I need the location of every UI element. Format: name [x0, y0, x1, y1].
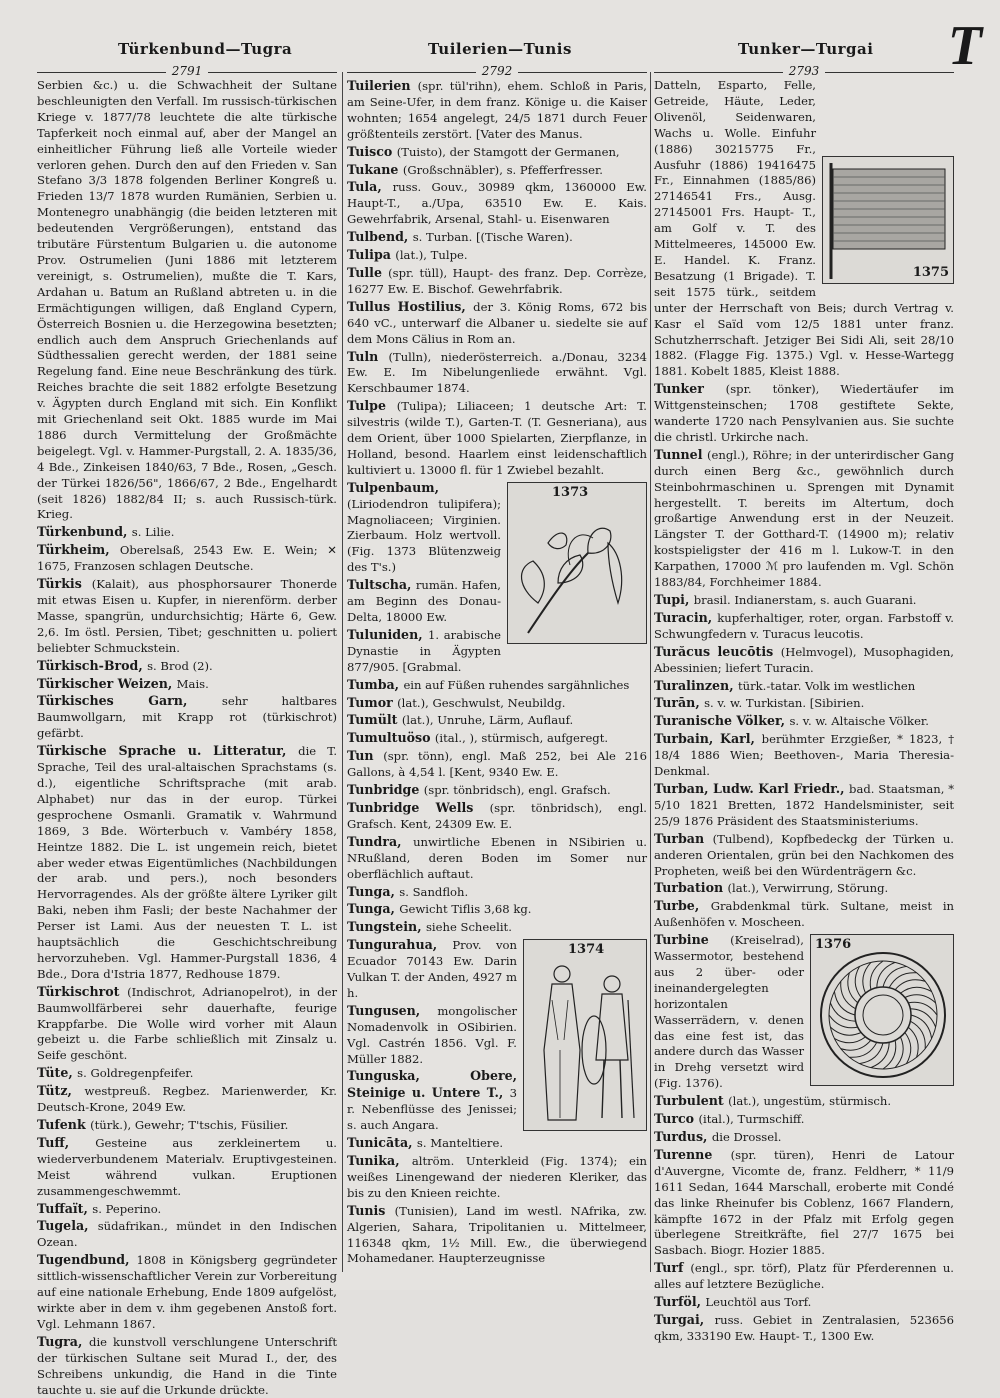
running-head-center: Tuilerien—Tunis — [428, 40, 572, 58]
entry-term: Tütz, — [37, 1083, 85, 1099]
entry-text: brasil. Indianerstam, s. auch Guarani. — [693, 593, 917, 607]
figure-flag-tunis — [822, 156, 954, 284]
dictionary-entry — [654, 695, 954, 712]
dictionary-entry — [347, 695, 647, 712]
entry-term: Tuluniden, — [347, 626, 428, 642]
entry-term: Turföl, — [654, 1294, 706, 1310]
dictionary-entry — [37, 1218, 337, 1251]
entry-text: siehe Scheelit. — [425, 920, 512, 935]
entry-text: die T. Sprache, Teil des ural-altaischen Sprachstams (s. d.), eigentliche Schriftsprache (mit arab. Alphabet) nur das in der europ. Türkei gesprochene Osmanli. Gramatik v. Wahrmund 1869, 3 Bde. Wörterbuch v. Vambéry 1858, Heintze 1882. Die L. ist ungemein reich, bietet aber weder etwas Eigentümliches (Nachbildungen der arab. und pers.), noch besonders Hervorragendes. Als der größte ältere Lyriker gilt Baki, neben ihm Fasli; der beste Nachahmer der Perser ist Lami. Aus der neuesten T. L. ist hauptsächlich die Geschichtschreibung hervorzuheben. Vgl. Hammer-Purgstall 1836, 4 Bde., Dora d'Istria 1877, Redhouse 1879. — [37, 744, 338, 981]
dictionary-entry — [654, 880, 954, 897]
entry-text: rumän. Hafen, am Beginn des Donau-Delta, 18000 Ew. — [347, 578, 501, 624]
entry-term: Turf — [654, 1260, 691, 1276]
entry-term: Tunbridge Wells — [347, 799, 490, 815]
entry-term: Tuln — [347, 348, 389, 364]
entry-term: Tunicāta, — [347, 1135, 417, 1151]
dictionary-entry — [347, 748, 647, 781]
dictionary-entry — [654, 1093, 954, 1110]
turbine-blade — [871, 1042, 889, 1067]
dictionary-entry — [347, 677, 647, 694]
dictionary-entry — [347, 1135, 647, 1152]
flag-illustration — [823, 157, 953, 283]
entry-term: Tuff, — [37, 1134, 96, 1150]
entry-term: Tuffaït, — [37, 1200, 93, 1216]
dictionary-entry — [654, 447, 954, 591]
dictionary-entry — [37, 1083, 337, 1116]
dictionary-entry — [347, 712, 647, 729]
column-divider — [342, 72, 343, 1272]
entry-text: (engl., spr. törf), Platz für Pferderennen u. alles auf letztere Bezügliche. — [654, 1261, 954, 1292]
entry-term: Tugra, — [37, 1333, 90, 1349]
entry-text: (Tunisien), Land im westl. NAfrika, zw. Algerien, Sahara, Tripolitanien u. Mittelmeer, 116348 qkm, 1½ Mill. Ew., die überwiegend Mohamedaner. Haupterzeugnisse — [347, 1203, 647, 1266]
dictionary-entry — [37, 1117, 337, 1134]
entry-term: Tunika, — [347, 1153, 412, 1168]
dictionary-entry — [654, 781, 954, 830]
dictionary-entry — [654, 381, 954, 446]
entry-term: Tumor — [347, 694, 398, 710]
column-left — [37, 78, 338, 1397]
figure-tunica — [523, 939, 647, 1131]
entry-text: (Großschnäbler), s. Pfefferfresser. — [402, 162, 603, 177]
entry-term: Turān, — [654, 695, 705, 711]
dictionary-entry — [347, 884, 647, 901]
entry-text: russ. Gebiet in Zentralasien, 523656 qkm, 333190 Ew. Haupt- T., 1300 Ew. — [654, 1312, 955, 1343]
entry-text: (Tulipa); Liliaceen; 1 deutsche Art: T. silvestris (wilde T.), Garten-T. (T. Gesneriana), aus dem Orient, über 1000 Spielarten, Zierpflanze, in Holland, besond. Haarlem einst leidenschaftlich kultiviert u. 13000 fl. für 1 Zwiebel bezahlt. — [347, 399, 647, 477]
figure-turbine — [810, 934, 954, 1086]
entry-term: Türkis — [37, 576, 92, 592]
entry-term: Turanische Völker, — [654, 713, 790, 729]
entry-text: s. v. w. Turkistan. [Sibirien. — [704, 696, 865, 711]
entry-term: Tunis — [347, 1202, 395, 1218]
turbine-blade — [860, 1043, 884, 1064]
entry-text: Grabdenkmal türk. Sultane, meist in Außenhöfen v. Moscheen. — [654, 899, 954, 930]
entry-term: Türkischrot — [37, 983, 128, 999]
entry-text: (Helmvogel), Musophagiden, Abessinien; liefert Turacin. — [654, 644, 954, 675]
entry-text: (lat.), Unruhe, Lärm, Auflauf. — [401, 713, 574, 728]
entry-term: Tunnel — [654, 446, 707, 462]
dictionary-entry — [37, 693, 337, 742]
entry-term: Türkheim, — [37, 542, 120, 558]
dictionary-entry — [37, 542, 337, 575]
entry-text: Mais. — [176, 676, 209, 691]
entry-text: westpreuß. Regbez. Marienwerder, Kr. Deutsch-Krone, 2049 Ew. — [37, 1084, 337, 1115]
entry-text: (Tuisto), der Stamgott der Germanen, — [396, 144, 620, 159]
entry-text: Serbien &c.) u. die Schwachheit der Sultane beschleunigten den Verfall. Im russisch-türkischen Kriege v. 1877/78 leuchtete die alte türkische Tapferkeit noch einmal auf, aber der Mangel an einheitlicher Führung ließ alle Vorteile wieder verloren gehen. Durch den auf den Frieden v. San Stefano 3/3 1878 folgenden Berliner Kongreß u. Frieden 13/7 1878 wurden Rumänien, Serbien u. Montenegro unabhängig (die beiden letzteren mit bedeutenden Vergrößerungen), entstand das tributäre Fürstentum Bulgarien u. die autonome Prov. Ostrumelien (Juni 1886 mit letzterem vereinigt, s. Ostrumelien), mußte die T. Kars, Ardahan u. Batum an Rußland abtreten u. in die Ermächtigungen willigen, daß England Cypern, Österreich Bosnien u. die Herzegowina besetzten; endlich auch dem Anspruch Griechenlands auf Südthessalien gerecht werden, der 1881 seine Regelung fand. Eine neue Beschränkung des türk. Reiches brachte die seit 1882 erfolgte Besetzung v. Ägypten durch England mit sich. Ein Konflikt mit Griechenland seit Okt. 1885 wurde im Mai 1886 durch Vermittelung der Großmächte beigelegt. Vgl. v. Hammer-Purgstall, 2. A. 1835/36, 4 Bde., Zinkeisen 1840/63, 7 Bde., Rosen, „Gesch. der Türkei 1826/56", 1866/67, 2 Bde., Engelhardt (seit 1826) 1882/84 II; s. auch Russisch-türk. Krieg. — [37, 78, 337, 522]
dictionary-entry — [347, 901, 647, 918]
entry-term: Türkenbund, — [37, 524, 132, 540]
entry-term: Turbulent — [654, 1093, 729, 1109]
turbine-blade — [901, 987, 932, 993]
dictionary-entry — [347, 78, 647, 143]
dictionary-entry — [347, 834, 647, 883]
entry-term: Tufenk — [37, 1117, 91, 1132]
entry-text: 3 r. Nebenflüsse des Jenissei; s. auch Angara. — [347, 1086, 517, 1133]
entry-text: Leuchtöl aus Torf. — [705, 1295, 812, 1310]
dictionary-entry — [37, 576, 337, 657]
entry-text: (spr. tüll), Haupt- des franz. Dep. Corrèze, 16277 Ew. E. Bischof. Gewehrfabrik. — [347, 265, 647, 296]
entry-term: Türkisch-Brod, — [37, 657, 148, 673]
dictionary-entry — [347, 162, 647, 179]
entry-text: südafrikan., mündet in den Indischen Ozean. — [37, 1219, 337, 1250]
dictionary-entry — [37, 658, 337, 675]
entry-text: die kunstvoll verschlungene Unterschrift der türkischen Sultane seit Murad I., der, des Schreibens unkundig, die Hand in die Tinte tauchte u. sie auf die Urkunde drückte. — [37, 1334, 337, 1397]
dictionary-entry — [654, 1147, 954, 1259]
column-number-left-text: 2791 — [166, 64, 209, 78]
dictionary-entry — [37, 1201, 337, 1218]
dictionary-entry — [654, 78, 954, 380]
turbine-blade — [863, 962, 871, 993]
entry-term: Tunga, — [347, 901, 400, 917]
entry-text: mongolischer Nomadenvolk in OSibirien. Vgl. Castrén 1856. Vgl. F. Müller 1882. — [347, 1003, 517, 1066]
entry-term: Turban, Ludw. Karl Friedr., — [654, 780, 850, 796]
entry-text: kupferhaltiger, roter, organ. Farbstoff v. Schwungfedern v. Turacus leucotis. — [654, 610, 954, 641]
entry-term: Tultscha, — [347, 577, 416, 593]
entry-term: Tulpenbaum, — [347, 479, 439, 495]
entry-text: s. Peperino. — [92, 1201, 162, 1216]
entry-text: s. Brod (2). — [147, 658, 213, 673]
entry-text: s. Turban. [(Tische Waren). — [412, 230, 573, 245]
dictionary-entry — [347, 398, 647, 479]
column-center — [347, 78, 647, 1278]
entry-term: Tun — [347, 748, 384, 764]
entry-term: Tugendbund, — [37, 1252, 137, 1268]
dictionary-entry — [654, 1312, 954, 1345]
entry-term: Turdus, — [654, 1129, 712, 1144]
figure-number: 1373 — [552, 484, 589, 500]
dictionary-entry — [347, 144, 647, 161]
turbine-blade — [830, 1003, 855, 1021]
entry-term: Tüte, — [37, 1065, 78, 1081]
turbine-blade — [905, 1033, 911, 1064]
entry-text: Prov. von Ecuador 70143 Ew. Darin Vulkan T. der Anden, 4927 m h. — [347, 938, 517, 1000]
entry-text: die Drossel. — [711, 1130, 782, 1144]
entry-term: Tunbridge — [347, 782, 424, 798]
entry-text: (engl.), Röhre; in der unterirdischer Gang durch einen Berg &c., gewöhnlich durch Steinbohrmaschinen u. Sprengen mit Dynamit hergestellt. T. bereits im Altertum, doch großartige Anwendung erst in der Neuzeit. Längster T. der Gotthard-T. (14900 m); relativ kostspieligster der 416 m l. Lukow-T. in den Karpathen, 17000 ℳ pro laufenden m. Vgl. Schön 1883/84, Forchheimer 1884. — [654, 447, 954, 590]
tulip-tree-illustration — [508, 483, 646, 643]
entry-term: Tullus Hostilius, — [347, 298, 474, 314]
entry-text: (Liriodendron tulipifera); Magnoliaceen; Virginien. Zierbaum. Holz wertvoll. (Fig. 1373 Blütenzweig des T's.) — [347, 496, 501, 575]
entry-text: russ. Gouv., 30989 qkm, 1360000 Ew. Haupt-T., a./Upa, 63510 Ew. E. Kais. Gewehrfabrik, Arsenal, Stahl- u. Eisenwaren — [347, 180, 647, 227]
dictionary-entry — [654, 1294, 954, 1311]
dictionary-entry — [347, 730, 647, 747]
dictionary-entry — [347, 179, 647, 228]
entry-text: (spr. tönker), Wiedertäufer im Wittgensteinschen; 1708 gestiftete Sekte, wanderte 1720 nach Pensylvanien aus. Sie suchte die christl. Urkirche nach. — [654, 382, 954, 444]
dictionary-entry — [654, 1260, 954, 1293]
entry-term: Tulpe — [347, 398, 397, 414]
dictionary-entry — [347, 299, 647, 348]
entry-term: Tulle — [347, 264, 389, 280]
figure-number: 1374 — [568, 942, 605, 958]
entry-term: Turgai, — [654, 1311, 715, 1327]
turbine-illustration — [811, 935, 953, 1085]
turbine-blade — [834, 992, 855, 1016]
dictionary-entry — [37, 984, 337, 1065]
entry-term: Tungurahua, — [347, 937, 453, 953]
entry-text: 1808 in Königsberg gegründeter sittlich-wissenschaftlicher Verein zur Vorbereitung auf eine nationale Erhebung, Ende 1809 aufgelöst, wirkte aber in dem v. ihm gegebenen Anstoß fort. Vgl. Lehmann 1867. — [37, 1253, 337, 1331]
entry-term: Türkisches Garn, — [37, 693, 222, 709]
entry-text: sehr haltbares Baumwollgarn, mit Krapp rot (türkischrot) gefärbt. — [37, 694, 337, 741]
entry-term: Tula, — [347, 179, 393, 195]
column-number-center-text: 2792 — [476, 64, 519, 78]
entry-term: Turbine — [654, 932, 731, 948]
entry-text: s. Lilie. — [131, 525, 175, 540]
entry-text: (türk.), Gewehr; T'tschis, Füsilier. — [90, 1118, 289, 1132]
turbine-blade — [834, 1037, 865, 1043]
entry-text: Gewicht Tiflis 3,68 kg. — [399, 902, 532, 917]
figure-number: 1376 — [815, 937, 852, 953]
column-right — [654, 78, 955, 1343]
dictionary-entry — [37, 78, 337, 523]
entry-text: ein auf Füßen ruhendes sargähnliches — [403, 677, 630, 692]
entry-text: berühmter Erzgießer, * 1823, † 18/4 1886 Wien; Beethoven-, Maria Theresia-Denkmal. — [654, 732, 954, 779]
entry-text: Datteln, Esparto, Felle, Getreide, Häute, Leder, Olivenöl, Seidenwaren, Wachs u. Wolle. Einfuhr (1886) 30215775 Fr., Ausfuhr (1886) 19416475 Fr., Einnahmen (1885/86) 27146541 Frs., Ausg. 27145001 Frs. Haupt- T., am Golf v. T. des Mittelmeeres, 145000 Ew. E. Handel. K. Franz. Besatzung (1 Brigade). T. seit 1575 türk., seitdem unter der Herrschaft von Beis; durch Vertrag v. Kasr el Saïd vom 12/5 1881 unter franz. Schutzherrschaft. Jetziger Bei Sidi Ali, seit 28/10 1882. (Flagge Fig. 1375.) Vgl. v. Hesse-Wartegg 1881. Kobelt 1885, Kleist 1888. — [654, 78, 954, 379]
entry-term: Tunker — [654, 381, 726, 397]
figure-number: 1375 — [912, 265, 949, 281]
dictionary-entry — [654, 1129, 954, 1146]
entry-text: s. Manteltiere. — [416, 1136, 504, 1151]
entry-term: Turban — [654, 830, 713, 846]
entry-term: Tungusen, — [347, 1002, 438, 1018]
entry-text: altröm. Unterkleid (Fig. 1374); ein weißes Linengewand der niederen Kleriker, das bis zu den Knieen reichte. — [347, 1154, 647, 1200]
entry-text: (lat.), Geschwulst, Neubildg. — [397, 695, 566, 710]
dictionary-entry — [347, 247, 647, 264]
dictionary-entry — [37, 743, 337, 983]
entry-term: Turalinzen, — [654, 677, 738, 693]
dictionary-entry — [654, 678, 954, 695]
entry-term: Tugela, — [37, 1218, 98, 1234]
entry-term: Turăcus leucōtis — [654, 643, 781, 659]
column-number-right-text: 2793 — [783, 64, 826, 78]
entry-term: Türkische Sprache u. Litteratur, — [37, 743, 299, 759]
dictionary-entry — [37, 676, 337, 693]
dictionary-entry — [347, 265, 647, 298]
entry-term: Tumultuöso — [347, 730, 435, 746]
dictionary-entry — [347, 1153, 647, 1202]
dictionary-entry — [347, 349, 647, 398]
entry-text: türk.-tatar. Volk im westlichen — [737, 678, 916, 693]
dictionary-entry — [654, 831, 954, 880]
entry-text: (lat.), Tulpe. — [395, 248, 468, 263]
entry-text: (spr. tönbridsch), engl. Grafsch. Kent, 24309 Ew. E. — [347, 800, 647, 831]
entry-text: Gesteine aus zerkleinertem u. wiederverbundenem Materialv. Eruptivgesteinen. Meist während vulkan. Eruptionen zusammengeschwemmt. — [37, 1135, 337, 1198]
entry-term: Tunguska, Obere, Steinige u. Untere T., — [347, 1068, 517, 1101]
tunica-illustration — [524, 940, 646, 1130]
running-head-left: Türkenbund—Tugra — [118, 40, 293, 58]
entry-term: Tungstein, — [347, 919, 426, 935]
dictionary-entry — [37, 524, 337, 541]
entry-text: unwirtliche Ebenen in NSibirien u. NRußland, deren Boden im Somer nur oberflächlich auftaut. — [347, 834, 647, 881]
dictionary-entry — [37, 1334, 337, 1398]
dictionary-entry — [347, 782, 647, 799]
entry-text: (spr. tül'rihn), ehem. Schloß in Paris, am Seine-Ufer, in dem franz. Könige u. die Kaiser wohnten; 1654 angelegt, 24/5 1871 durch Feuer größtenteils zerstört. [Vater des Manus. — [347, 79, 647, 141]
entry-text: s. Sandfloh. — [399, 884, 469, 899]
entry-text: (ital.), Turmschiff. — [698, 1112, 805, 1127]
dictionary-entry — [347, 800, 647, 833]
entry-text: 1. arabische Dynastie in Ägypten 877/905. [Grabmal. — [347, 627, 502, 674]
dictionary-entry — [347, 919, 647, 936]
turbine-blade — [905, 995, 936, 1003]
turbine-blade — [877, 963, 895, 988]
column-divider — [650, 72, 651, 1272]
dictionary-entry — [654, 731, 954, 780]
dictionary-entry — [37, 1065, 337, 1082]
entry-text: (lat.), ungestüm, stürmisch. — [728, 1094, 892, 1109]
entry-text: Oberelsaß, 2543 Ew. E. Wein; ✕ 1675, Franzosen schlagen Deutsche. — [37, 543, 337, 574]
dictionary-entry — [654, 592, 954, 609]
entry-text: (Kreiselrad), Wassermotor, bestehend aus 2 über- oder ineinandergelegten horizontalen Wasserrädern, v. denen das eine fest ist, das andere durch das Wasser in Drehg versetzt wird (Fig. 1376). — [654, 933, 804, 1091]
entry-term: Tuilerien — [347, 78, 418, 93]
dictionary-entry — [654, 713, 954, 730]
entry-term: Turbain, Karl, — [654, 731, 762, 747]
section-letter: T — [947, 15, 982, 77]
entry-text: (Tulln), niederösterreich. a./Donau, 3234 Ew. E. Im Nibelungenliede erwähnt. Vgl. Kerschbaumer 1874. — [347, 349, 647, 396]
entry-term: Tumült — [347, 712, 402, 728]
dictionary-entry — [37, 1135, 337, 1200]
entry-term: Tupi, — [654, 592, 694, 607]
entry-text: (Tulbend), Kopfbedeckg der Türken u. anderen Orientalen, grün bei den Nachkomen des Propheten, weiß bei den Würdenträgern &c. — [654, 831, 954, 878]
running-head-right: Tunker—Turgai — [738, 40, 874, 58]
turbine-blade — [910, 1009, 935, 1027]
turbine-blade — [911, 1015, 932, 1039]
entry-text: der 3. König Roms, 672 bis 640 vC., unterwarf die Albaner u. siedelte sie auf dem Mons Cälius in Rom an. — [347, 299, 647, 346]
entry-term: Tunga, — [347, 883, 400, 899]
dictionary-entry — [654, 1111, 954, 1128]
entry-term: Turacin, — [654, 609, 718, 625]
entry-text: s. Goldregenpfeifer. — [77, 1066, 194, 1081]
entry-term: Tukane — [347, 161, 403, 177]
entry-term: Turco — [654, 1111, 699, 1127]
dictionary-entry — [347, 229, 647, 246]
dictionary-entry — [654, 610, 954, 643]
entry-term: Turbation — [654, 880, 728, 896]
entry-term: Turenne — [654, 1146, 731, 1162]
entry-term: Türkischer Weizen, — [37, 675, 177, 691]
entry-text: (spr. türen), Henri de Latour d'Auvergne, Vicomte de, franz. Feldherr, * 11/9 1611 Sedan, 1644 Marschall, eroberte mit Condé das linke Rheinufer bis Coblenz, 1667 Flandern, kämpfte 1672 in der Pfalz mit Erfolg gegen überlegene Streitkräfte, fiel 27/7 1675 bei Sasbach. Biogr. Hozier 1885. — [654, 1147, 954, 1258]
dictionary-entry — [654, 898, 954, 931]
turbine-blade — [883, 967, 907, 988]
entry-text: s. v. w. Altaische Völker. — [789, 714, 929, 729]
entry-text: (spr. tönbridsch), engl. Grafsch. — [423, 783, 611, 798]
figure-tulip-tree-branch — [507, 482, 647, 644]
dictionary-entry — [37, 1252, 337, 1333]
entry-term: Tundra, — [347, 833, 414, 849]
entry-text: (Kalait), aus phosphorsaurer Thonerde mit etwas Eisen u. Kupfer, in nierenförm. derber Masse, spangrün, undurchsichtig; Härte 6, Gew. 2,6. Im östl. Persien, Tibet; geschnitten u. poliert beliebter Schmuckstein. — [37, 577, 337, 655]
turbine-blade — [895, 1037, 903, 1068]
entry-term: Turbe, — [654, 898, 711, 914]
turbine-blade — [855, 966, 861, 997]
dictionary-entry — [654, 644, 954, 677]
entry-term: Tuisco — [347, 143, 397, 159]
entry-term: Tulbend, — [347, 229, 413, 245]
turbine-blade — [830, 1027, 861, 1035]
entry-text: bad. Staatsman, * 5/10 1821 Bretten, 1872 Handelsminister, seit 25/9 1876 Präsident des Staatsministeriums. — [654, 781, 954, 828]
entry-term: Tulipa — [347, 247, 396, 263]
entry-text: (Indischrot, Adrianopelrot), in der Baumwollfärberei sehr dauerhafte, feurige Krappfarbe. Die Wolle wird vorher mit Alaun gebeizt u. die Farbe schließlich mit Zinsalz u. Seife geschönt. — [37, 984, 337, 1063]
page-header — [0, 0, 1000, 78]
entry-text: (lat.), Verwirrung, Störung. — [727, 881, 889, 896]
entry-term: Tumba, — [347, 676, 404, 692]
entry-text: (ital., ), stürmisch, aufgeregt. — [434, 731, 609, 746]
entry-text: (spr. tönn), engl. Maß 252, bei Ale 216 Gallons, à 4,54 l. [Kent, 9340 Ew. E. — [347, 749, 647, 780]
dictionary-entry — [347, 1203, 647, 1268]
